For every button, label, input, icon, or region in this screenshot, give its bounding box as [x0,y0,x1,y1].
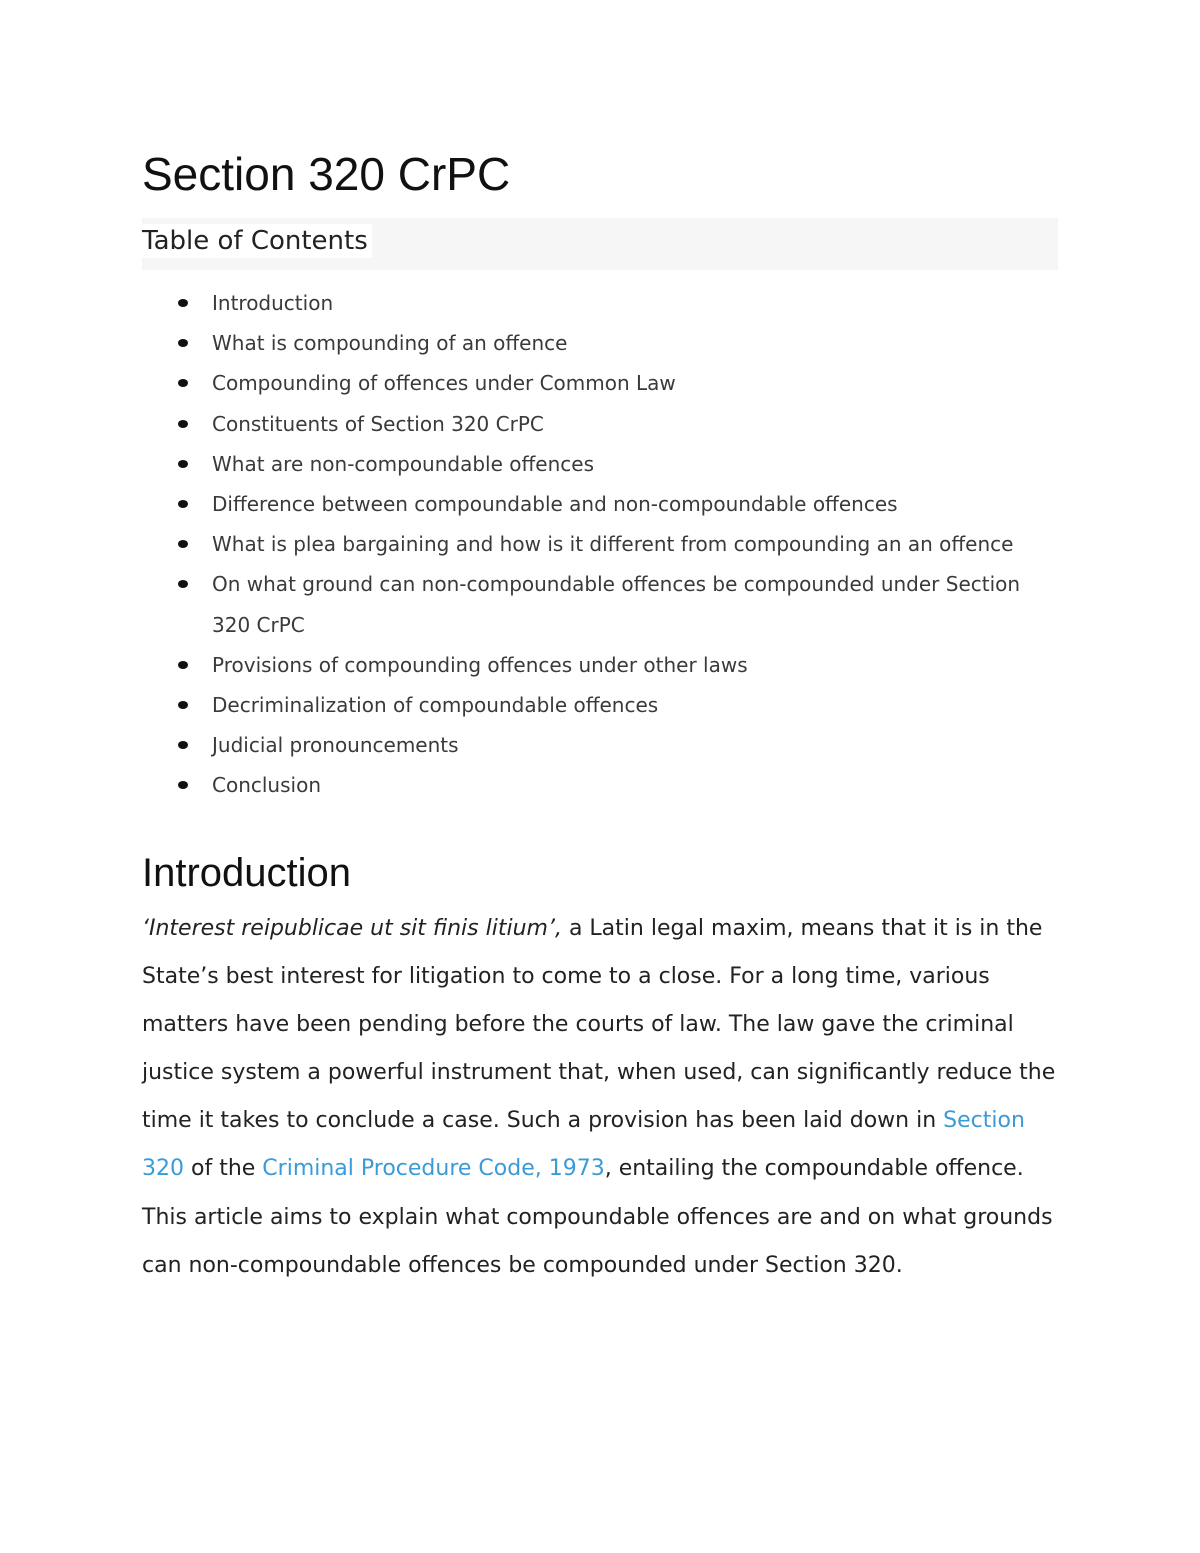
toc-item-non-compoundable[interactable] [142,444,1058,484]
toc-item-label: Introduction [212,291,334,315]
toc-list [142,283,1058,806]
toc-item-plea-bargaining[interactable] [142,524,1058,564]
bullet-icon [178,500,188,508]
toc-header-box [142,218,1058,270]
bullet-icon [178,379,188,387]
toc-item-label: On what ground can non-compoundable offences be compounded under Section 320 CrPC [212,572,1021,637]
intro-text-part-3: , entailing the compoundable offence. This article aims to explain what compoundable offences are and on what grounds can non-compoundable offences be compounded under Section 320. [142,1156,1053,1278]
toc-item-other-laws[interactable] [142,645,1058,685]
bullet-icon [178,701,188,709]
latin-maxim: ‘Interest reipublicae ut sit finis litium’, [142,916,562,941]
bullet-icon [178,460,188,468]
bullet-icon [178,580,188,588]
intro-text-part-2: of the [184,1156,263,1182]
toc-item-what-is-compounding[interactable] [142,323,1058,363]
toc-item-conclusion[interactable] [142,765,1058,805]
bullet-icon [178,781,188,789]
toc-item-label: Constituents of Section 320 CrPC [212,411,544,436]
section-320-link[interactable]: Section 320 [142,1108,1025,1182]
toc-heading: Table of Contents [142,224,372,258]
toc-item-label: Conclusion [212,773,321,798]
introduction-heading: Introduction [142,851,352,895]
introduction-paragraph [142,905,1058,1290]
bullet-icon [178,420,188,428]
toc-item-constituents[interactable] [142,404,1058,444]
bullet-icon [178,339,188,347]
toc-item-label: Provisions of compounding offences under other laws [212,652,748,677]
toc-item-label: Judicial pronouncements [212,733,459,758]
bullet-icon [178,741,188,749]
document-title: Section 320 CrPC [142,148,511,200]
toc-item-introduction[interactable] [142,283,1058,323]
toc-item-grounds[interactable] [142,564,1058,644]
toc-item-common-law[interactable] [142,363,1058,403]
bullet-icon [178,540,188,548]
toc-item-difference[interactable] [142,484,1058,524]
intro-text-part-1: a Latin legal maxim, means that it is in the State’s best interest for litigation to come to a close. For a long time, various matters have been pending before the courts of law. The law gave the criminal justice system a powerful instrument that, when used, can significantly reduce the time it takes to conclude a case. Such a provision has been laid down in [142,916,1056,1134]
bullet-icon [178,299,188,307]
criminal-procedure-code-link[interactable]: Criminal Procedure Code, 1973 [262,1156,605,1182]
toc-item-label: What are non-compoundable offences [212,451,594,476]
toc-item-judicial[interactable] [142,725,1058,765]
bullet-icon [178,661,188,669]
toc-item-label: Decriminalization of compoundable offences [212,693,659,718]
toc-item-label: What is plea bargaining and how is it different from compounding an an offence [212,532,1014,557]
toc-item-label: Difference between compoundable and non-compoundable offences [212,492,898,517]
toc-item-decriminalization[interactable] [142,685,1058,725]
toc-item-label: What is compounding of an offence [212,331,568,356]
toc-item-label: Compounding of offences under Common Law [212,371,676,396]
